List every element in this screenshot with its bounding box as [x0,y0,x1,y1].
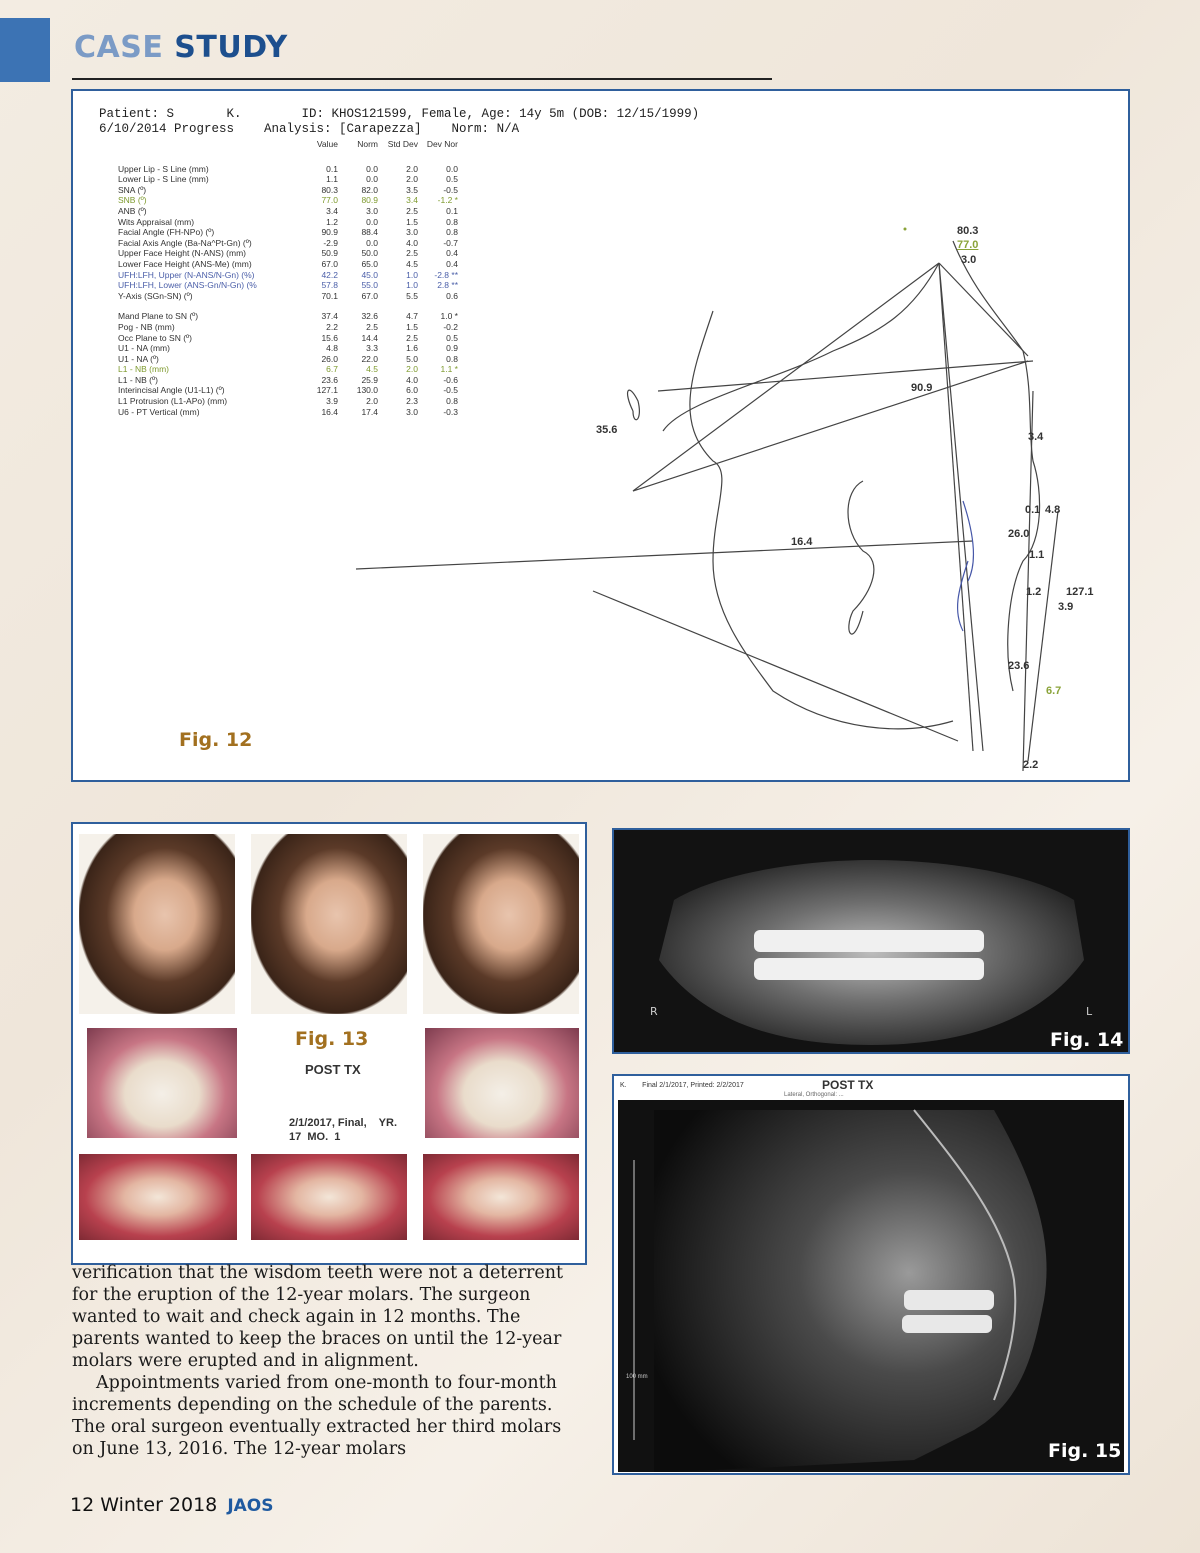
ceph-cell-value: 23.6 [321,374,338,385]
ceph-cell-value: 42.2 [321,269,338,280]
tracing-molar [848,481,874,634]
ceph-cell-dev: 1.1 * [440,364,458,375]
ceph-cell-name: Lower Face Height (ANS-Me) (mm) [118,258,252,269]
trace-label-facial-angle: 90.9 [911,382,933,394]
tracing-line-na [939,263,973,751]
ceph-cell-dev: 0.5 [446,174,458,185]
ceph-cell-name: Y-Axis (SGn-SN) (º) [118,290,193,301]
ceph-cell-value: 0.1 [326,163,338,174]
trace-label-anb: 3.0 [961,254,977,266]
lateral-xray-image [614,1100,1128,1472]
xray-ruler-label: 100 mm [626,1374,648,1380]
ceph-cell-name: ANB (º) [118,205,147,216]
ceph-cell-name: U1 - NA (mm) [118,343,170,354]
tracing-line-nb [939,263,983,751]
trace-label-u1-deg: 26.0 [1008,528,1030,540]
ceph-cell-sd: 1.5 [406,216,418,227]
body-paragraph-1: verification that the wisdom teeth were not a deterrent for the eruption of the 12-year molars. The surgeon wanted to wait and check again in 12 months. The parents wanted to keep the braces on until the 12-year molars were erupted and in alignment. [72,1263,564,1371]
ceph-cell-sd: 2.0 [406,163,418,174]
trace-label-l1-deg: 23.6 [1008,660,1030,672]
ceph-cell-dev: 0.4 [446,258,458,269]
ceph-cell-value: 57.8 [321,280,338,291]
ceph-cell-norm: 0.0 [366,216,378,227]
ceph-cell-name: SNA (º) [118,184,147,195]
ceph-cell-name: Pog - NB (mm) [118,321,175,332]
ceph-cell-value: 80.3 [321,184,338,195]
ceph-cell-value: 4.8 [326,343,338,354]
tracing-mandible [690,311,953,729]
ceph-cell-name: Lower Lip - S Line (mm) [118,174,209,185]
ceph-cell-value: 90.9 [321,227,338,238]
ceph-cell-value: 50.9 [321,248,338,259]
tracing-line-mand [593,591,958,741]
ceph-cell-dev: 0.5 [446,332,458,343]
figure-12-cephalometric [71,89,1130,782]
ceph-cell-norm: 22.0 [361,353,378,364]
ceph-cell-sd: 4.7 [406,311,418,322]
figure-12-label: Fig. 12 [179,729,253,751]
ceph-cell-norm: 0.0 [366,174,378,185]
ceph-cell-norm: 4.5 [366,364,378,375]
photo-profile [79,834,235,1014]
header-rule [72,78,772,80]
ceph-cell-sd: 4.0 [406,374,418,385]
tracing-dot [904,228,907,231]
col-value: Value [316,139,338,149]
ceph-cell-name: Wits Appraisal (mm) [118,216,195,227]
ceph-cell-sd: 5.0 [406,353,418,364]
photo-smile [423,834,579,1014]
pano-left-marker: L [1086,1005,1093,1018]
ceph-cell-sd: 4.5 [406,258,418,269]
body-paragraph-2: Appointments varied from one-month to four-month increments depending on the schedule of the parents. The oral surgeon eventually extracted her third molars on June 13, 2016. The 12-year molars [72,1373,562,1459]
ceph-cell-name: L1 - NB (mm) [118,364,169,375]
ceph-cell-value: 127.1 [316,385,338,396]
ceph-cell-sd: 3.4 [406,195,418,206]
ceph-cell-sd: 3.5 [406,184,418,195]
ceph-cell-norm: 3.0 [366,205,378,216]
trace-label-wits: 1.2 [1026,586,1042,598]
ceph-cell-norm: 82.0 [361,184,378,195]
ceph-cell-dev: 2.8 ** [437,280,458,291]
ceph-cell-dev: -1.2 * [437,195,458,206]
date-line-2: 17 MO. 1 [289,1131,341,1143]
photo-anterior [251,1154,407,1240]
ceph-cell-dev: 0.8 [446,216,458,227]
xray-lower-teeth [902,1315,992,1333]
ceph-cell-norm: 80.9 [361,195,378,206]
photo-lower-occlusal [425,1028,579,1138]
progress-line: 6/10/2014 Progress Analysis: [Carapezza] Norm: N/A [99,122,520,136]
figure-13-post-tx-photos [71,822,587,1265]
trace-label-l1-apo: 3.9 [1058,601,1074,613]
ceph-cell-value: 2.2 [326,321,338,332]
ceph-cell-dev: 0.6 [446,290,458,301]
ceph-cell-norm: 55.0 [361,280,378,291]
issue-name: Winter 2018 [100,1494,218,1516]
figure-15-label: Fig. 15 [1048,1440,1122,1462]
ceph-cell-value: 67.0 [321,258,338,269]
section-title-word1: CASE [74,30,164,65]
lower-teeth-row [754,958,984,980]
col-norm: Norm [357,139,378,149]
figure-14-label: Fig. 14 [1050,1029,1124,1051]
trace-label-anb-profile: 3.4 [1028,431,1044,443]
ceph-cell-dev: 0.8 [446,353,458,364]
ceph-cell-value: 26.0 [321,353,338,364]
ceph-cell-norm: 25.9 [361,374,378,385]
ceph-cell-dev: -0.2 [443,321,458,332]
ceph-cell-sd: 1.0 [406,269,418,280]
ceph-cell-name: UFH:LFH, Upper (N-ANS/N-Gn) (%) [118,269,255,280]
ceph-cell-name: SNB (º) [118,195,147,206]
photo-frontal [251,834,407,1014]
post-tx-label: POST TX [305,1062,361,1077]
ceph-cell-sd: 6.0 [406,385,418,396]
ceph-cell-dev: 0.9 [446,343,458,354]
ceph-cell-norm: 32.6 [361,311,378,322]
ceph-cell-name: Facial Angle (FH-NPo) (º) [118,227,215,238]
ceph-cell-sd: 2.5 [406,332,418,343]
ceph-cell-dev: 1.0 * [440,311,458,322]
ceph-cell-value: 3.4 [326,205,338,216]
section-title-word2: STUDY [174,30,288,65]
xray-sub-line: Lateral, Orthogonal: ... [784,1092,844,1098]
ceph-cell-value: 37.4 [321,311,338,322]
ceph-cell-sd: 1.6 [406,343,418,354]
ceph-cell-norm: 67.0 [361,290,378,301]
ceph-cell-sd: 2.0 [406,364,418,375]
trace-label-l1-mm: 6.7 [1046,685,1062,697]
ceph-cell-dev: 0.8 [446,227,458,238]
page-number: 12 [70,1494,95,1516]
trace-label-interincisal: 127.1 [1066,586,1094,598]
ceph-cell-name: L1 - NB (º) [118,374,158,385]
ceph-cell-name: Occ Plane to SN (º) [118,332,192,343]
tracing-cranial-base [663,263,939,431]
ceph-cell-value: 16.4 [321,406,338,417]
ceph-cell-sd: 2.5 [406,248,418,259]
ceph-cell-dev: 0.0 [446,163,458,174]
trace-label-lower-lip: 1.1 [1029,549,1045,561]
ceph-cell-name: Upper Lip - S Line (mm) [118,163,209,174]
ceph-cell-norm: 17.4 [361,406,378,417]
trace-label-u1-mm: 4.8 [1045,504,1061,516]
ceph-cell-value: 1.1 [326,174,338,185]
ceph-cell-sd: 2.5 [406,205,418,216]
ceph-cell-dev: -0.6 [443,374,458,385]
trace-label-pog: 2.2 [1023,759,1039,771]
ceph-cell-norm: 0.0 [366,237,378,248]
patient-line: Patient: S K. ID: KHOS121599, Female, Age: 14y 5m (DOB: 12/15/1999) [99,107,700,121]
article-body [72,1262,584,1460]
trace-label-mand-plane: 35.6 [596,424,618,436]
xray-post-tx-label: POST TX [822,1078,874,1092]
ceph-cell-norm: 130.0 [356,385,378,396]
ceph-cell-dev: 0.4 [446,248,458,259]
figure-13-label: Fig. 13 [295,1028,369,1050]
tracing-orbit [628,390,640,420]
upper-teeth-row [754,930,984,952]
section-title [74,30,288,65]
tracing-line-fh [658,361,1033,391]
section-tab [0,18,50,82]
figure-15-lateral-ceph-xray [612,1074,1130,1475]
ceph-cell-norm: 14.4 [361,332,378,343]
panoramic-image [614,830,1128,1052]
ceph-cell-norm: 0.0 [366,163,378,174]
col-std-dev: Std Dev [387,139,418,149]
ceph-cell-sd: 2.0 [406,174,418,185]
ceph-cell-dev: -0.7 [443,237,458,248]
figure-14-panoramic-xray [612,828,1130,1054]
ceph-cell-dev: -0.5 [443,184,458,195]
ceph-cell-dev: 0.8 [446,396,458,407]
ceph-cell-name: Mand Plane to SN (º) [118,311,199,322]
ceph-cell-norm: 88.4 [361,227,378,238]
ceph-cell-value: 77.0 [321,195,338,206]
ceph-cell-value: 15.6 [321,332,338,343]
photo-right-buccal [79,1154,237,1240]
ceph-cell-norm: 3.3 [366,343,378,354]
trace-label-occ-plane: 16.4 [791,536,813,548]
ceph-cell-name: UFH:LFH, Lower (ANS-Gn/N-Gn) (% [118,280,257,291]
pano-right-marker: R [650,1005,658,1018]
ceph-cell-sd: 5.5 [406,290,418,301]
ceph-cell-sd: 1.5 [406,321,418,332]
ceph-cell-sd: 4.0 [406,237,418,248]
ceph-cell-value: 1.2 [326,216,338,227]
tracing-line-occ [356,541,973,569]
trace-label-upper-lip: 0.1 [1025,504,1041,516]
ceph-cell-norm: 50.0 [361,248,378,259]
ceph-cell-norm: 45.0 [361,269,378,280]
trace-label-snb: 77.0 [957,239,979,251]
xray-header-line: K. Final 2/1/2017, Printed: 2/2/2017 [620,1082,744,1089]
ceph-cell-dev: -0.3 [443,406,458,417]
date-line-1: 2/1/2017, Final, YR. [289,1117,398,1129]
ceph-cell-value: -2.9 [323,237,338,248]
ceph-cell-name: Facial Axis Angle (Ba-Na^Pt-Gn) (º) [118,237,252,248]
ceph-cell-sd: 1.0 [406,280,418,291]
ceph-cell-name: L1 Protrusion (L1-APo) (mm) [118,396,228,407]
photo-left-buccal [423,1154,579,1240]
ceph-cell-norm: 2.0 [366,396,378,407]
ceph-cell-name: U6 - PT Vertical (mm) [118,406,200,417]
journal-name: JAOS [227,1496,274,1516]
ceph-cell-sd: 3.0 [406,227,418,238]
ceph-cell-norm: 2.5 [366,321,378,332]
ceph-cell-norm: 65.0 [361,258,378,269]
ceph-cell-sd: 3.0 [406,406,418,417]
ceph-cell-dev: 0.1 [446,205,458,216]
ceph-cell-value: 70.1 [321,290,338,301]
ceph-cell-dev: -2.8 ** [434,269,458,280]
ceph-cell-sd: 2.3 [406,396,418,407]
xray-upper-teeth [904,1290,994,1310]
tracing-line-upper [939,263,1028,356]
page-footer [70,1494,274,1516]
col-dev-nor: Dev Nor [426,139,458,149]
ceph-cell-value: 6.7 [326,364,338,375]
ceph-cell-name: Upper Face Height (N-ANS) (mm) [118,248,246,259]
photo-upper-occlusal [87,1028,237,1138]
ceph-cell-name: U1 - NA (º) [118,353,159,364]
ceph-cell-name: Interincisal Angle (U1-L1) (º) [118,385,225,396]
trace-label-sna: 80.3 [957,225,979,237]
ceph-cell-dev: -0.5 [443,385,458,396]
ceph-cell-value: 3.9 [326,396,338,407]
